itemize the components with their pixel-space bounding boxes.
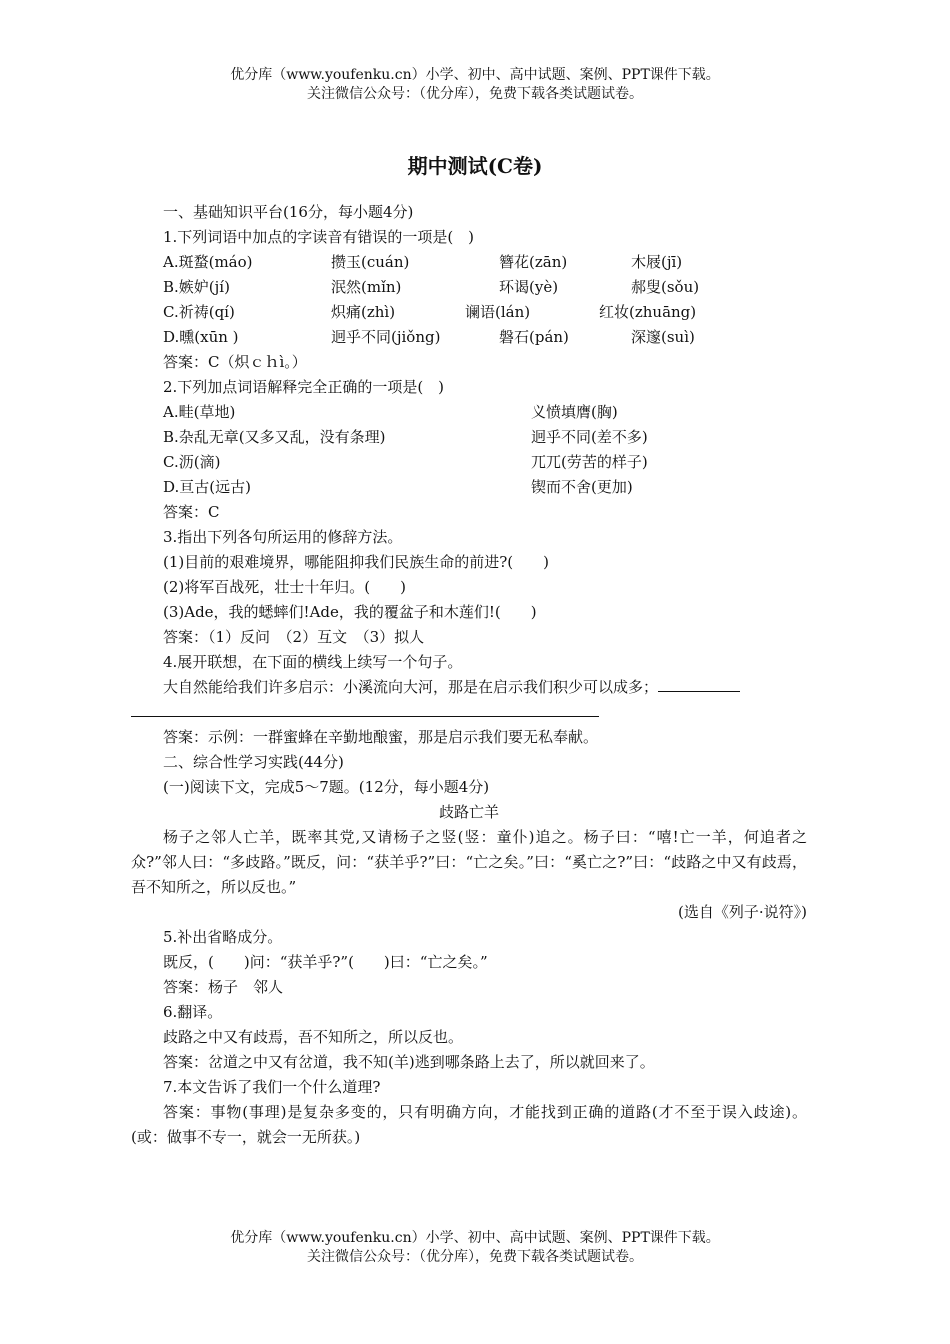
q2-row-d [131, 475, 807, 500]
q1-stem: 1.下列词语中加点的字读音有错误的一项是( ) [163, 228, 475, 246]
q1-d-1: D.曛(xūn ) [163, 328, 239, 346]
q6-stem: 6.翻译。 [163, 1003, 223, 1021]
q1-d-2: 迥乎不同(jiǒng) [331, 328, 441, 346]
q1-row-a [131, 250, 807, 275]
q2-stem: 2.下列加点词语解释完全正确的一项是( ) [163, 378, 445, 396]
header-line-2: 关注微信公众号：（优分库），免费下载各类试题试卷。 [307, 86, 643, 102]
q3-stem: 3.指出下列各句所运用的修辞方法。 [163, 528, 403, 546]
q2-row-b [131, 425, 807, 450]
q1-a-4: 木屐(jī) [631, 253, 683, 271]
q3-item-3: (3)Ade，我的蟋蟀们!Ade，我的覆盆子和木莲们!( ) [163, 603, 537, 621]
q3-answer: 答案：（1）反问 （2）互文 （3）拟人 [163, 628, 425, 646]
q2-answer: 答案：C [163, 503, 220, 521]
q4-answer-blank-line[interactable] [131, 706, 599, 717]
q2-b-1: B.杂乱无章(又多又乱，没有条理) [163, 428, 386, 446]
q1-c-2: 炽痛(zhì) [331, 303, 396, 321]
q6-line: 歧路之中又有歧焉，吾不知所之，所以反也。 [163, 1028, 464, 1046]
q1-c-1: C.祈祷(qí) [163, 303, 235, 321]
section2-sub: (一)阅读下文，完成5～7题。(12分，每小题4分) [163, 778, 490, 796]
q2-row-c [131, 450, 807, 475]
q2-a-1: A.畦(草地) [163, 403, 236, 421]
document-body [131, 200, 807, 1150]
page-header [0, 66, 950, 104]
header-line-1: 优分库（www.youfenku.cn）小学、初中、高中试题、案例、PPT课件下载。 [230, 67, 720, 83]
q7-stem: 7.本文告诉了我们一个什么道理? [163, 1078, 381, 1096]
q1-b-3: 环谒(yè) [499, 278, 559, 296]
q5-answer: 答案：杨子 邻人 [163, 978, 284, 996]
q7-answer: 答案：事物(事理)是复杂多变的，只有明确方向，才能找到正确的道路(才不至于误入歧途)。(或：做事不专一，就会一无所获。) [131, 1103, 807, 1146]
q4-prompt: 大自然能给我们许多启示：小溪流向大河，那是在启示我们积少可以成多； [163, 678, 659, 696]
footer-line-1: 优分库（www.youfenku.cn）小学、初中、高中试题、案例、PPT课件下载。 [230, 1230, 720, 1246]
q1-d-3: 磐石(pán) [499, 328, 569, 346]
section2-heading: 二、综合性学习实践(44分) [163, 753, 344, 771]
q4-stem: 4.展开联想，在下面的横线上续写一个句子。 [163, 653, 463, 671]
passage-title: 歧路亡羊 [438, 803, 499, 821]
q3-item-2: (2)将军百战死，壮士十年归。( ) [163, 578, 406, 596]
q1-a-2: 攒玉(cuán) [331, 253, 410, 271]
q1-answer: 答案：C（炽ｃｈì。） [163, 353, 307, 371]
q2-c-2: 兀兀(劳苦的样子) [531, 453, 648, 471]
q1-c-3: 谰语(lán) [465, 303, 531, 321]
q1-a-3: 簪花(zān) [499, 253, 568, 271]
q1-b-2: 泯然(mǐn) [331, 278, 402, 296]
section1-heading: 一、基础知识平台(16分，每小题4分) [163, 203, 414, 221]
q1-b-4: 郝叟(sǒu) [631, 278, 700, 296]
page-footer [0, 1229, 950, 1267]
q2-d-2: 锲而不舍(更加) [531, 478, 633, 496]
q3-item-1: (1)目前的艰难境界，哪能阻抑我们民族生命的前进?( ) [163, 553, 549, 571]
q2-row-a [131, 400, 807, 425]
passage-source: (选自《列子·说符》) [678, 903, 807, 921]
q4-answer: 答案：示例：一群蜜蜂在辛勤地酿蜜，那是启示我们要无私奉献。 [163, 728, 599, 746]
q1-row-d [131, 325, 807, 350]
footer-line-2: 关注微信公众号：（优分库），免费下载各类试题试卷。 [307, 1249, 643, 1265]
q1-d-4: 深邃(suì) [631, 328, 695, 346]
q6-answer: 答案：岔道之中又有岔道，我不知(羊)逃到哪条路上去了，所以就回来了。 [163, 1053, 655, 1071]
q1-row-c [131, 300, 807, 325]
q2-c-1: C.沥(滴) [163, 453, 221, 471]
q4-answer-blank[interactable] [658, 675, 740, 692]
q2-a-2: 义愤填膺(胸) [531, 403, 618, 421]
passage-text: 杨子之邻人亡羊，既率其党,又请杨子之竖(竖：童仆)追之。杨子曰：“嘻!亡一羊，何追者之众?”邻人曰：“多歧路。”既反，问：“获羊乎?”曰：“亡之矣。”曰：“奚亡之?”曰：“歧路之中又有歧焉，吾不知所之，所以反也。” [131, 828, 807, 896]
q1-c-4: 红妆(zhuāng) [599, 303, 697, 321]
q1-a-1: A.斑蝥(máo) [163, 253, 253, 271]
q1-b-1: B.嫉妒(jí) [163, 278, 230, 296]
q4-prompt-line [131, 675, 807, 700]
q2-b-2: 迥乎不同(差不多) [531, 428, 648, 446]
page-title: 期中测试(C卷) [407, 154, 543, 178]
q2-d-1: D.亘古(远古) [163, 478, 251, 496]
q5-stem: 5.补出省略成分。 [163, 928, 283, 946]
q1-row-b [131, 275, 807, 300]
q5-line: 既反，( )问：“获羊乎?”( )曰：“亡之矣。” [163, 953, 488, 971]
q4-blank-line-row [131, 700, 807, 725]
